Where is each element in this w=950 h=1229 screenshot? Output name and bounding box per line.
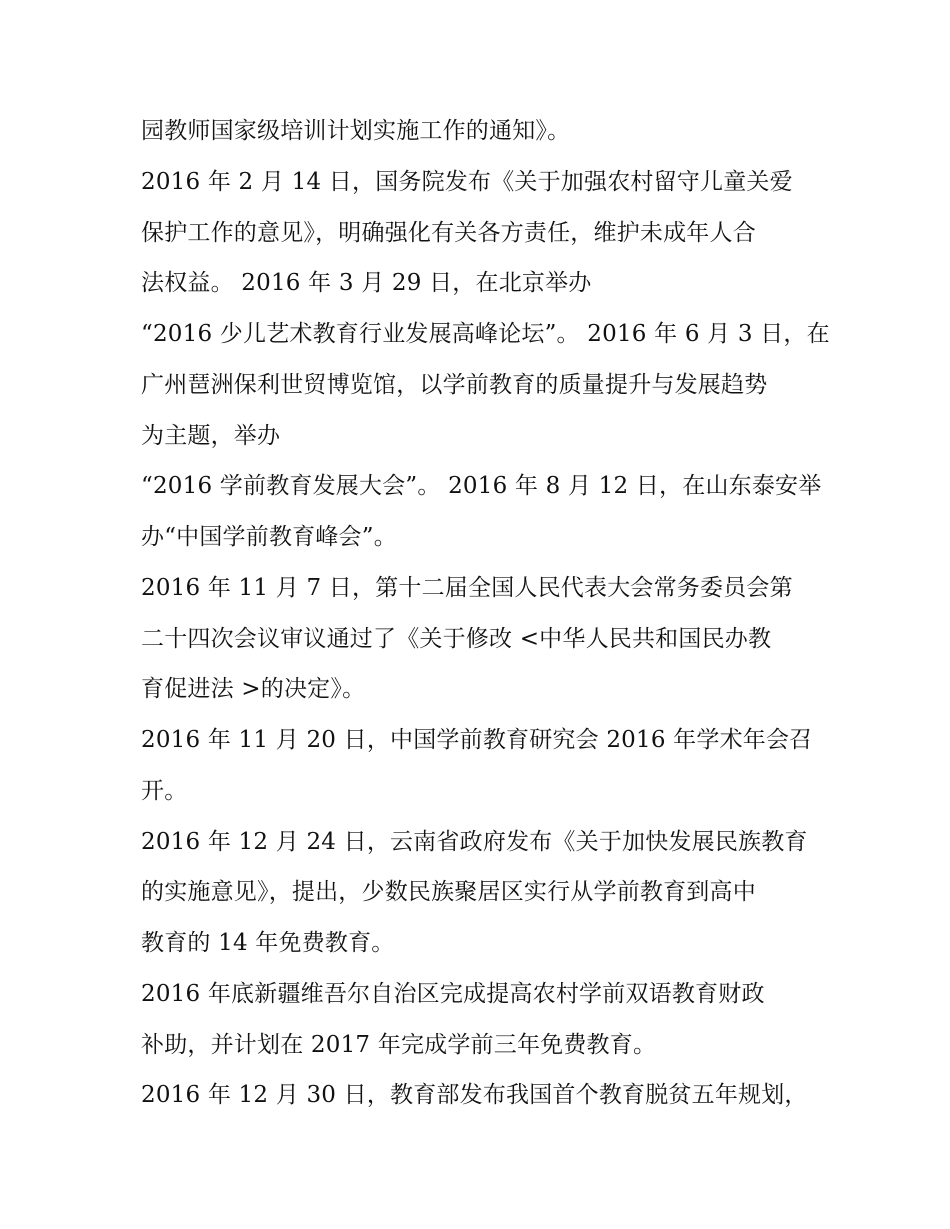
text-line: 教育的 14 年免费教育。 [141, 930, 395, 956]
text-line: “2016 少儿艺术教育行业发展高峰论坛”。 2016 年 6 月 3 日，在 [141, 321, 830, 347]
text-line: 2016 年底新疆维吾尔自治区完成提高农村学前双语教育财政 [141, 980, 765, 1007]
text-line: 的实施意见》，提出，少数民族聚居区实行从学前教育到高中 [141, 879, 756, 906]
text-line: 广州琶洲保利世贸博览馆，以学前教育的质量提升与发展趋势 [141, 371, 768, 398]
text-line: 二十四次会议审议通过了《关于修改 <中华人民共和国民办教 [141, 625, 772, 652]
text-line: 为主题，举办 [141, 422, 281, 449]
document-text-body [141, 106, 830, 1121]
text-line: 开。 [141, 777, 188, 804]
text-line: 2016 年 12 月 24 日，云南省政府发布《关于加快发展民族教育 [141, 828, 808, 855]
text-line: 育促进法 >的决定》。 [141, 676, 366, 703]
text-line: 2016 年 2 月 14 日，国务院发布《关于加强农村留守儿童关爱 [141, 168, 793, 195]
text-line: 2016 年 12 月 30 日，教育部发布我国首个教育脱贫五年规划， [141, 1082, 808, 1109]
text-line: 保护工作的意见》，明确强化有关各方责任，维护未成年人合 [141, 219, 756, 246]
text-line: “2016 学前教育发展大会”。 2016 年 8 月 12 日，在山东泰安举 [141, 473, 822, 500]
text-line: 办“中国学前教育峰会”。 [141, 524, 397, 550]
text-line: 2016 年 11 月 20 日，中国学前教育研究会 2016 年学术年会召 [141, 727, 813, 753]
text-line: 法权益。 2016 年 3 月 29 日，在北京举办 [141, 270, 592, 297]
text-line: 补助，并计划在 2017 年完成学前三年免费教育。 [141, 1031, 657, 1058]
text-line: 2016 年 11 月 7 日，第十二届全国人民代表大会常务委员会第 [141, 574, 793, 601]
text-line: 园教师国家级培训计划实施工作的通知》。 [141, 118, 571, 144]
